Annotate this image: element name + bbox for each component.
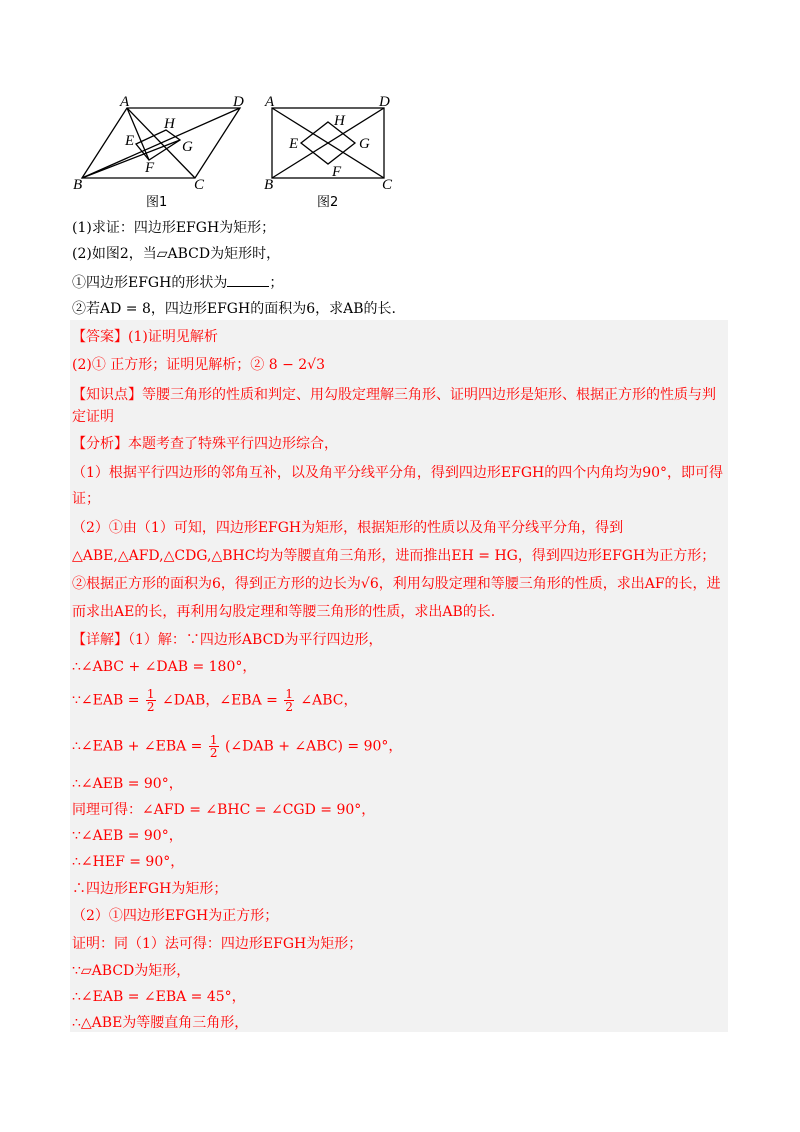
detail-line-6: 同理可得：∠AFD = ∠BHC = ∠CGD = 90°， [72,802,376,818]
detail-3b: ∠DAB，∠EBA = [161,692,278,709]
answer-part-1: (1)证明见解析 [128,329,218,345]
fraction-half [284,688,294,713]
fig1-label-h: H [164,116,175,132]
detail-line-1 [72,630,383,650]
fig1-label-c: C [194,177,205,193]
fig2-label-a: A [265,94,275,110]
fig1-label-b: B [73,177,83,193]
detail-line-8: ∴∠HEF = 90°， [72,854,185,870]
detail-line-3 [72,688,358,713]
detail-line-12: ∵▱ABCD为矩形， [72,963,191,979]
fraction-half [209,734,219,759]
detail-line-10: （2）①四边形EFGH为正方形； [72,908,279,924]
knowledge-tag: 【知识点】 [72,387,142,403]
detail-4a: ∴∠EAB + ∠EBA = [72,738,203,755]
frac-den: 2 [209,746,218,760]
detail-line-13: ∴∠EAB = ∠EBA = 45°， [72,989,246,1005]
figures [70,92,410,212]
detail-line-7: ∵∠AEB = 90°， [72,828,183,844]
frac-num: 1 [209,733,218,747]
fig2-label-f: F [332,164,342,180]
fig1-caption: 图1 [146,195,168,210]
knowledge-points [72,384,724,428]
analysis-intro-text: 本题考查了特殊平行四边形综合， [128,436,338,452]
answer-line-1 [72,327,218,347]
frac-num: 1 [285,687,293,701]
frac-den: 2 [146,700,155,714]
fig2-label-c: C [382,177,393,193]
fig2-label-b: B [264,177,274,193]
frac-den: 2 [285,700,293,714]
detail-line-14: ∴△ABE为等腰直角三角形， [72,1015,249,1031]
fig2-label-d: D [379,94,390,110]
question-2-1 [72,272,283,293]
figure-svg [70,92,410,212]
answer-part-2: (2)① 正方形；证明见解析；② 8 − 2√3 [72,357,326,373]
diag-2 [82,108,240,178]
question-1: (1)求证：四边形EFGH为矩形； [72,220,276,236]
question-2-1-end: ； [269,275,284,291]
fig1-label-e: E [125,133,135,149]
detail-3c: ∠ABC， [300,692,358,709]
detail-text-1: （1）解：∵四边形ABCD为平行四边形， [128,632,383,648]
detail-3a: ∵∠EAB = [72,692,140,709]
detail-line-2: ∴∠ABC + ∠DAB = 180°， [72,659,257,675]
answer-tag: 【答案】 [72,329,128,345]
question-2-1-text: ①四边形EFGH的形状为 [72,275,228,291]
fig2-label-e: E [289,136,299,152]
knowledge-text: 等腰三角形的性质和判定、用勾股定理解三角形、证明四边形是矩形、根据正方形的性质与判定证明 [72,387,716,425]
fig1-label-a: A [120,94,130,110]
detail-line-9: ∴四边形EFGH为矩形； [72,881,228,897]
detail-line-4 [72,734,402,759]
detail-tag: 【详解】 [72,632,128,648]
analysis-part-2: （2）①由（1）可知，四边形EFGH为矩形，根据矩形的性质以及角平分线平分角，得到△ABE,△AFD,△CDG,△BHC均为等腰直角三角形，进而推出EH = HG，得到四边形EFGH为正方形；②根据正方形的面积为6，得到正方形的边长为√6，利用勾股定理和等腰三角形的性质，求出AF的长，进而求出AE的长，再利用勾股定理和等腰三角形的性质，求出AB的长. [72,520,721,620]
analysis-tag: 【分析】 [72,436,128,452]
detail-4b: (∠DAB + ∠ABC) = 90°， [224,738,403,755]
question-2: (2)如图2，当▱ABCD为矩形时， [72,246,281,262]
figure-1 [82,108,240,178]
answer-blank[interactable] [227,272,269,287]
fig1-label-d: D [233,94,244,110]
detail-line-5: ∴∠AEB = 90°， [72,776,183,792]
fraction-half [146,688,156,713]
fig1-label-f: F [145,160,155,176]
detail-line-11: 证明：同（1）法可得：四边形EFGH为矩形； [72,936,363,952]
fig1-label-g: G [182,139,193,155]
question-2-2: ②若AD = 8，四边形EFGH的面积为6，求AB的长. [72,301,396,317]
analysis-part-1: （1）根据平行四边形的邻角互补，以及角平分线平分角，得到四边形EFGH的四个内角均为90°，即可得证； [72,465,724,507]
frac-num: 1 [146,687,155,701]
fig2-label-h: H [334,113,345,129]
fig2-caption: 图2 [317,195,339,210]
analysis-intro [72,434,338,454]
fig2-label-g: G [359,136,370,152]
